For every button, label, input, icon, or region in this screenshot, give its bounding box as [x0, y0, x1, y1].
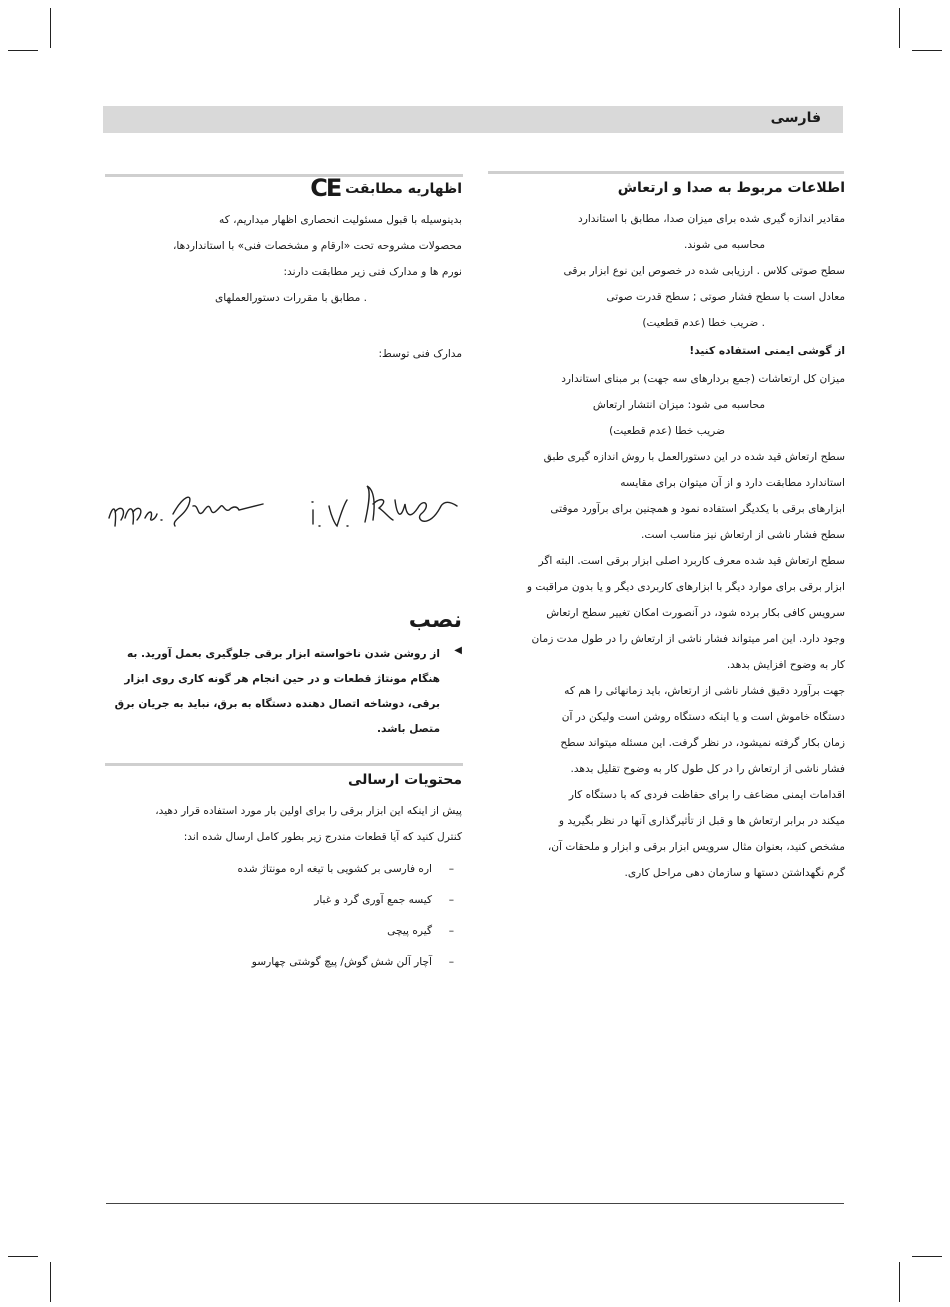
vibration-line: ضریب خطا (عدم قطعیت) [609, 425, 725, 437]
vibration-line: سطح فشار ناشی از ارتعاش نیز مناسب است. [640, 529, 845, 541]
list-item-text: گیره پیچی [387, 925, 432, 937]
delivery-list [105, 854, 462, 978]
list-item-text: آچار آلن شش گوش/ پیچ گوشتی چهارسو [251, 956, 432, 968]
right-column [488, 176, 845, 886]
declaration-section [105, 176, 462, 367]
list-item-text: کیسه جمع آوری گرد و غبار [314, 894, 432, 906]
ce-mark-icon: CE [310, 174, 341, 202]
vibration-line: ابزار برقی برای موارد دیگر با ابزارهای کاربردی دیگر و یا بدون مراقبت و [526, 581, 845, 593]
language-label: فارسی [770, 110, 821, 126]
signature-image [103, 476, 463, 546]
declaration-line: نورم ها و مدارک فنی زیر مطابقت دارند: [283, 266, 462, 278]
vibration-line: جهت برآورد دقیق فشار ناشی از ارتعاش، باید زمانهائی را هم که [564, 685, 845, 697]
vibration-line: گرم نگهداشتن دستها و سازمان دهی مراحل کاری. [624, 867, 845, 879]
crop-mark [912, 1256, 942, 1257]
vibration-line: وجود دارد. این امر میتواند فشار ناشی از ارتعاش را در طول مدت زمان [531, 633, 845, 645]
vibration-line: زمان بکار گرفته نمیشود، در نظر گرفت. این مسئله میتواند سطح [560, 737, 845, 749]
vibration-line: فشار ناشی از ارتعاش را در کل طول کار به وضوح تقلیل بدهد. [570, 763, 845, 775]
noise-line: مقادیر اندازه گیری شده برای میزان صدا، مطابق با استاندارد [578, 213, 845, 225]
installation-section [105, 606, 462, 742]
footer-rule [106, 1203, 844, 1204]
crop-mark [50, 1262, 51, 1302]
list-dash: – [448, 925, 454, 937]
list-item-text: اره فارسی بر کشویی با تیغه اره مونتاژ شده [237, 863, 432, 875]
list-item [105, 885, 454, 916]
noise-line: محاسبه می شوند. [684, 239, 765, 251]
vibration-line: دستگاه خاموش است و یا اینکه دستگاه روشن است ولیکن در آن [561, 711, 845, 723]
installation-warning-block [105, 642, 462, 742]
crop-mark [912, 50, 942, 51]
crop-mark [899, 1262, 900, 1302]
language-header-bar [103, 106, 843, 133]
vibration-line: محاسبه می شود: میزان انتشار ارتعاش [592, 399, 765, 411]
list-item [105, 854, 454, 885]
vibration-line: سطح ارتعاش قید شده در این دستورالعمل با روش اندازه گیری طبق [543, 451, 845, 463]
vibration-line: ابزارهای برقی با یکدیگر استفاده نمود و همچنین برای برآورد موقتی [550, 503, 845, 515]
technical-docs-label: مدارک فنی توسط: [378, 348, 462, 360]
declaration-line: محصولات مشروحه تحت «ارقام و مشخصات فنی» با استانداردها، [172, 240, 462, 252]
vibration-line: کار به وضوح افزایش بدهد. [726, 659, 845, 671]
list-dash: – [448, 863, 454, 875]
list-dash: – [448, 894, 454, 906]
noise-line: معادل است با سطح فشار صوتی ; سطح قدرت صوتی [606, 291, 845, 303]
declaration-spacer [105, 311, 462, 337]
list-item [105, 916, 454, 947]
declaration-line: بدینوسیله با قبول مسئولیت انحصاری اظهار میداریم، که [219, 214, 462, 226]
noise-line: . ضریب خطا (عدم قطعیت) [642, 317, 765, 329]
declaration-title [105, 176, 462, 201]
noise-line: سطح صوتی کلاس . ارزیابی شده در خصوص این نوع ابزار برقی [563, 265, 845, 277]
vibration-line: سرویس کافی بکار برده شود، در آنصورت امکان تغییر سطح ارتعاش [546, 607, 845, 619]
vibration-line: مشخص کنید، بعنوان مثال سرویس ابزار برقی و ابزار و ملحقات آن، [547, 841, 845, 853]
ear-protection-note: از گوشی ایمنی استفاده کنید! [689, 345, 845, 357]
delivery-section [105, 768, 462, 978]
list-dash: – [448, 956, 454, 968]
delivery-title: محتویات ارسالی [347, 772, 462, 788]
noise-vibration-title: اطلاعات مربوط به صدا و ارتعاش [617, 180, 845, 196]
delivery-intro: پیش از اینکه این ابزار برقی را برای اولین بار مورد استفاده قرار دهید، [155, 805, 462, 817]
installation-title: نصب [408, 608, 462, 633]
crop-mark [8, 1256, 38, 1257]
vibration-line: میکند در برابر ارتعاش ها و قبل از تأثیرگذاری آنها در نظر بگیرید و [558, 815, 845, 827]
section-rule [488, 171, 844, 174]
crop-mark [50, 8, 51, 48]
vibration-line: اقدامات ایمنی مضاعف را برای حفاظت فردی که با دستگاه کار [568, 789, 845, 801]
crop-mark [899, 8, 900, 48]
crop-mark [8, 50, 38, 51]
vibration-line: میزان کل ارتعاشات (جمع بردارهای سه جهت) بر مبنای استاندارد [561, 373, 845, 385]
vibration-line: استاندارد مطابقت دارد و از آن میتوان برای مقایسه [620, 477, 845, 489]
signature-text: ppa. Sema i.V. Rudger [103, 542, 115, 543]
delivery-intro: کنترل کنید که آیا قطعات مندرج زیر بطور کامل ارسال شده اند: [183, 831, 462, 843]
list-item [105, 947, 454, 978]
vibration-line: سطح ارتعاش قید شده معرف کاربرد اصلی ابزار برقی است. البته اگر [538, 555, 845, 567]
declaration-line: . مطابق با مقررات دستورالعملهای [215, 292, 367, 304]
declaration-title-text: اظهاریه مطابقت [345, 181, 462, 197]
section-rule [105, 763, 463, 766]
installation-warning: از روشن شدن ناخواسته ابزار برقی جلوگیری بعمل آورید. به هنگام مونتاژ قطعات و در حین انجام هر گونه کاری روی ابزار برقی، دوشاخه اتصال دهنده دستگاه به برق، نباید به جریان برق متصل باشد. [114, 648, 440, 735]
warning-bullet-icon: ◀ [454, 645, 462, 656]
